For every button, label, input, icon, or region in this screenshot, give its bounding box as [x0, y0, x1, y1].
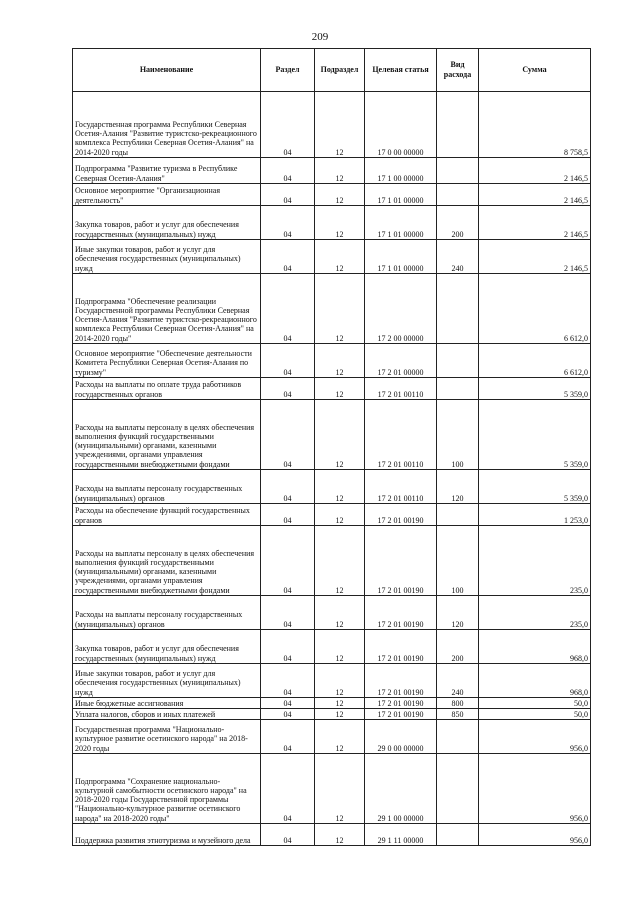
row-target: 17 2 01 00190 — [365, 596, 437, 630]
row-type — [437, 504, 479, 526]
row-subsection: 12 — [315, 470, 365, 504]
row-section: 04 — [261, 596, 315, 630]
row-name: Государственная программа "Национально-культурное развитие осетинского народа" на 2018-2020 годы — [73, 720, 261, 754]
row-name: Закупка товаров, работ и услуг для обеспечения государственных (муниципальных) нужд — [73, 630, 261, 664]
header-amount: Сумма — [479, 49, 591, 92]
row-type — [437, 378, 479, 400]
row-type: 120 — [437, 470, 479, 504]
row-amount: 235,0 — [479, 526, 591, 596]
row-section: 04 — [261, 720, 315, 754]
row-section: 04 — [261, 240, 315, 274]
row-subsection: 12 — [315, 92, 365, 158]
row-type — [437, 92, 479, 158]
row-type: 100 — [437, 526, 479, 596]
row-target: 17 1 01 00000 — [365, 206, 437, 240]
row-amount: 2 146,5 — [479, 206, 591, 240]
table-row — [73, 664, 591, 698]
row-subsection: 12 — [315, 206, 365, 240]
row-section: 04 — [261, 378, 315, 400]
table-row — [73, 92, 591, 158]
row-section: 04 — [261, 206, 315, 240]
row-section: 04 — [261, 630, 315, 664]
row-section: 04 — [261, 709, 315, 720]
row-amount: 956,0 — [479, 754, 591, 824]
row-target: 17 0 00 00000 — [365, 92, 437, 158]
row-name: Расходы на обеспечение функций государственных органов — [73, 504, 261, 526]
row-name: Подпрограмма "Сохранение национально-культурной самобытности осетинского народа" на 2018-2020 годы Государственной программы "Национально-культурное развитие осетинского народа" на 2018-2020 годы" — [73, 754, 261, 824]
row-target: 29 0 00 00000 — [365, 720, 437, 754]
table-row — [73, 470, 591, 504]
row-target: 17 2 00 00000 — [365, 274, 437, 344]
row-target: 17 1 01 00000 — [365, 240, 437, 274]
row-target: 17 2 01 00110 — [365, 400, 437, 470]
row-target: 17 2 01 00110 — [365, 378, 437, 400]
row-target: 17 2 01 00190 — [365, 630, 437, 664]
row-subsection: 12 — [315, 630, 365, 664]
row-subsection: 12 — [315, 378, 365, 400]
row-type — [437, 344, 479, 378]
row-name: Иные закупки товаров, работ и услуг для обеспечения государственных (муниципальных) нужд — [73, 664, 261, 698]
budget-table — [72, 48, 591, 846]
row-name: Подпрограмма "Развитие туризма в Республике Северная Осетия-Алания" — [73, 158, 261, 184]
row-type: 240 — [437, 240, 479, 274]
row-amount: 2 146,5 — [479, 240, 591, 274]
table-row — [73, 630, 591, 664]
row-subsection: 12 — [315, 709, 365, 720]
row-section: 04 — [261, 698, 315, 709]
row-amount: 235,0 — [479, 596, 591, 630]
row-type — [437, 184, 479, 206]
row-name: Иные бюджетные ассигнования — [73, 698, 261, 709]
row-subsection: 12 — [315, 240, 365, 274]
table-row — [73, 240, 591, 274]
row-subsection: 12 — [315, 720, 365, 754]
row-subsection: 12 — [315, 596, 365, 630]
row-subsection: 12 — [315, 184, 365, 206]
table-row — [73, 158, 591, 184]
table-row — [73, 754, 591, 824]
row-target: 17 2 01 00190 — [365, 526, 437, 596]
row-subsection: 12 — [315, 158, 365, 184]
row-subsection: 12 — [315, 274, 365, 344]
header-target: Целевая статья — [365, 49, 437, 92]
row-section: 04 — [261, 274, 315, 344]
row-type — [437, 720, 479, 754]
row-type: 100 — [437, 400, 479, 470]
row-section: 04 — [261, 158, 315, 184]
row-name: Основное мероприятие "Организационная деятельность" — [73, 184, 261, 206]
row-name: Закупка товаров, работ и услуг для обеспечения государственных (муниципальных) нужд — [73, 206, 261, 240]
row-subsection: 12 — [315, 344, 365, 378]
row-target: 17 1 01 00000 — [365, 184, 437, 206]
table-row — [73, 378, 591, 400]
table-row — [73, 698, 591, 709]
table-row — [73, 206, 591, 240]
table-row — [73, 824, 591, 846]
row-type — [437, 274, 479, 344]
row-type: 240 — [437, 664, 479, 698]
row-target: 29 1 11 00000 — [365, 824, 437, 846]
row-type — [437, 754, 479, 824]
table-row — [73, 184, 591, 206]
row-target: 17 1 00 00000 — [365, 158, 437, 184]
table-row — [73, 526, 591, 596]
row-section: 04 — [261, 400, 315, 470]
row-name: Расходы на выплаты персоналу государственных (муниципальных) органов — [73, 596, 261, 630]
row-name: Государственная программа Республики Северная Осетия-Алания "Развитие туристско-рекреационного комплекса Республики Северная Осетия-Алания" на 2014-2020 годы — [73, 92, 261, 158]
row-section: 04 — [261, 754, 315, 824]
row-section: 04 — [261, 470, 315, 504]
row-section: 04 — [261, 344, 315, 378]
row-name: Уплата налогов, сборов и иных платежей — [73, 709, 261, 720]
row-type: 200 — [437, 630, 479, 664]
row-name: Основное мероприятие "Обеспечение деятельности Комитета Республики Северная Осетия-Алания по туризму" — [73, 344, 261, 378]
row-name: Подпрограмма "Обеспечение реализации Государственной программы Республики Северная Осетия-Алания "Развитие туристско-рекреационного комплекса Республики Северная Осетия-Алания" на 2014-2020 годы" — [73, 274, 261, 344]
header-name: Наименование — [73, 49, 261, 92]
row-section: 04 — [261, 664, 315, 698]
table-row — [73, 400, 591, 470]
row-target: 29 1 00 00000 — [365, 754, 437, 824]
row-amount: 6 612,0 — [479, 274, 591, 344]
row-target: 17 2 01 00190 — [365, 698, 437, 709]
row-amount: 1 253,0 — [479, 504, 591, 526]
row-type — [437, 824, 479, 846]
row-amount: 956,0 — [479, 824, 591, 846]
row-section: 04 — [261, 184, 315, 206]
row-amount: 956,0 — [479, 720, 591, 754]
row-amount: 5 359,0 — [479, 470, 591, 504]
row-section: 04 — [261, 526, 315, 596]
row-subsection: 12 — [315, 400, 365, 470]
row-target: 17 2 01 00190 — [365, 664, 437, 698]
table-row — [73, 596, 591, 630]
row-name: Поддержка развития этнотуризма и музейного дела — [73, 824, 261, 846]
row-subsection: 12 — [315, 664, 365, 698]
row-subsection: 12 — [315, 754, 365, 824]
row-amount: 50,0 — [479, 709, 591, 720]
row-type: 200 — [437, 206, 479, 240]
row-type: 120 — [437, 596, 479, 630]
row-type: 850 — [437, 709, 479, 720]
row-section: 04 — [261, 824, 315, 846]
page-number: 209 — [311, 31, 329, 43]
row-amount: 2 146,5 — [479, 158, 591, 184]
row-amount: 5 359,0 — [479, 378, 591, 400]
row-amount: 968,0 — [479, 630, 591, 664]
row-amount: 8 758,5 — [479, 92, 591, 158]
header-subsection: Подраздел — [315, 49, 365, 92]
row-amount: 6 612,0 — [479, 344, 591, 378]
row-type — [437, 158, 479, 184]
row-target: 17 2 01 00190 — [365, 504, 437, 526]
row-name: Расходы на выплаты персоналу государственных (муниципальных) органов — [73, 470, 261, 504]
row-amount: 50,0 — [479, 698, 591, 709]
table-row — [73, 274, 591, 344]
row-amount: 5 359,0 — [479, 400, 591, 470]
row-name: Расходы на выплаты по оплате труда работников государственных органов — [73, 378, 261, 400]
header-expense-type: Вид расхода — [437, 49, 479, 92]
row-name: Расходы на выплаты персоналу в целях обеспечения выполнения функций государственными (муниципальными) органами, казенными учреждениями, органами управления государственными внебюджетными фондами — [73, 400, 261, 470]
row-subsection: 12 — [315, 698, 365, 709]
table-row — [73, 720, 591, 754]
row-amount: 2 146,5 — [479, 184, 591, 206]
table-header-row — [73, 49, 591, 92]
row-target: 17 2 01 00000 — [365, 344, 437, 378]
table-row — [73, 344, 591, 378]
row-subsection: 12 — [315, 824, 365, 846]
header-section: Раздел — [261, 49, 315, 92]
row-name: Иные закупки товаров, работ и услуг для обеспечения государственных (муниципальных) нужд — [73, 240, 261, 274]
row-subsection: 12 — [315, 526, 365, 596]
table-row — [73, 709, 591, 720]
row-name: Расходы на выплаты персоналу в целях обеспечения выполнения функций государственными (муниципальными) органами, казенными учреждениями, органами управления государственными внебюджетными фондами — [73, 526, 261, 596]
row-target: 17 2 01 00190 — [365, 709, 437, 720]
row-section: 04 — [261, 92, 315, 158]
row-amount: 968,0 — [479, 664, 591, 698]
row-target: 17 2 01 00110 — [365, 470, 437, 504]
row-section: 04 — [261, 504, 315, 526]
row-subsection: 12 — [315, 504, 365, 526]
table-row — [73, 504, 591, 526]
row-type: 800 — [437, 698, 479, 709]
